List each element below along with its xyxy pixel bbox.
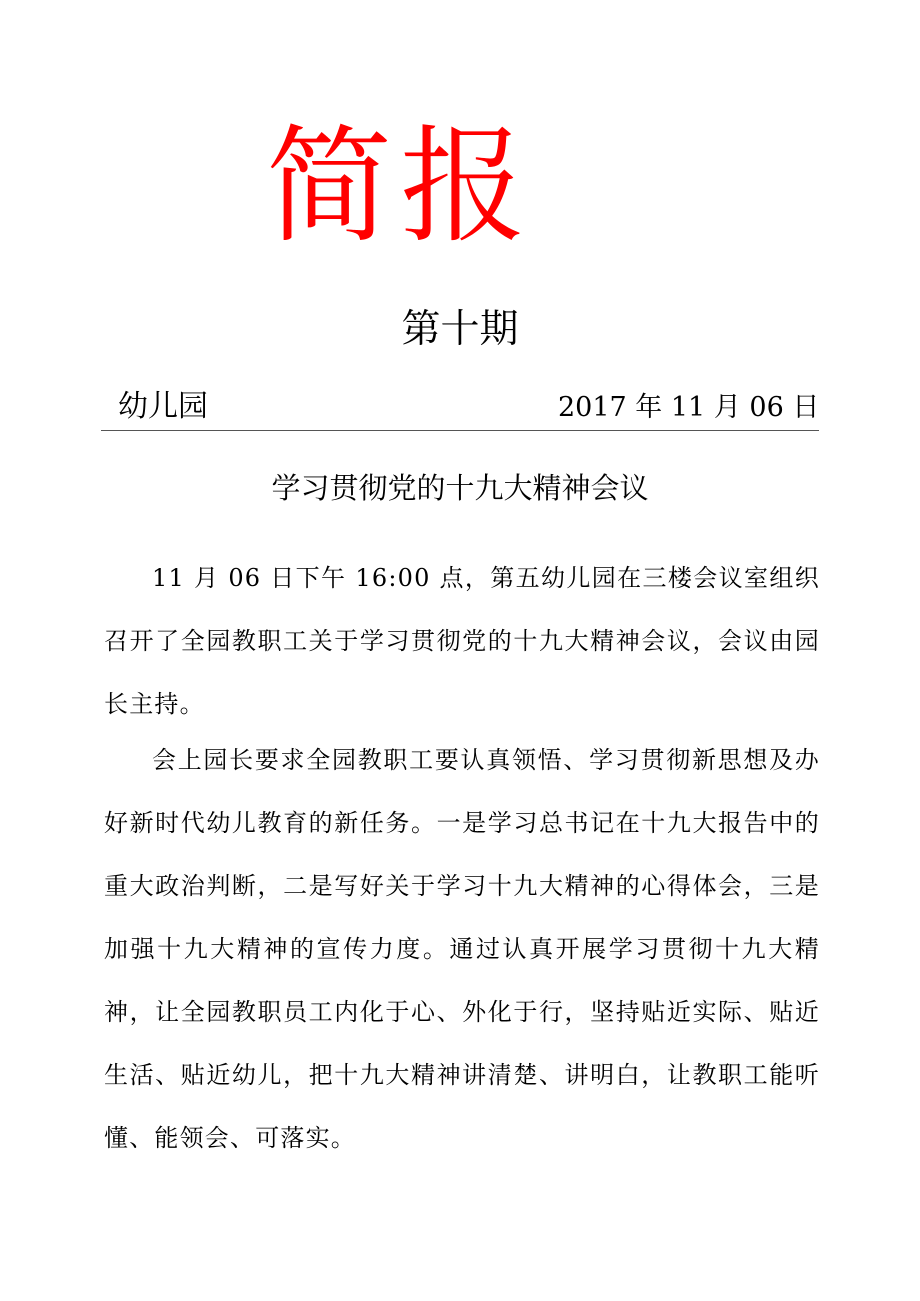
article-title: 学习贯彻党的十九大精神会议 xyxy=(271,471,649,505)
article-paragraph-2: 会上园长要求全园教职工要认真领悟、学习贯彻新思想及办好新时代幼儿教育的新任务。一是学习总书记在十九大报告中的重大政治判断，二是写好关于学习十九大精神的心得体会，三是加强十九大精神的宣传力度。通过认真开展学习贯彻十九大精神，让全园教职员工内化于心、外化于行，坚持贴近实际、贴近生活、贴近幼儿，把十九大精神讲清楚、讲明白，让教职工能听懂、能领会、可落实。 xyxy=(104,746,820,1152)
masthead-title: 简报 xyxy=(266,113,534,260)
organization-name: 幼儿园 xyxy=(118,389,208,424)
issue-number: 第十期 xyxy=(401,307,519,352)
header-divider xyxy=(101,430,819,431)
article-paragraph-1: 11 月 06 日下午 16:00 点，第五幼儿园在三楼会议室组织召开了全园教职工关于学习贯彻党的十九大精神会议，会议由园长主持。 xyxy=(104,564,820,718)
publication-date: 2017 年 11 月 06 日 xyxy=(558,392,820,423)
